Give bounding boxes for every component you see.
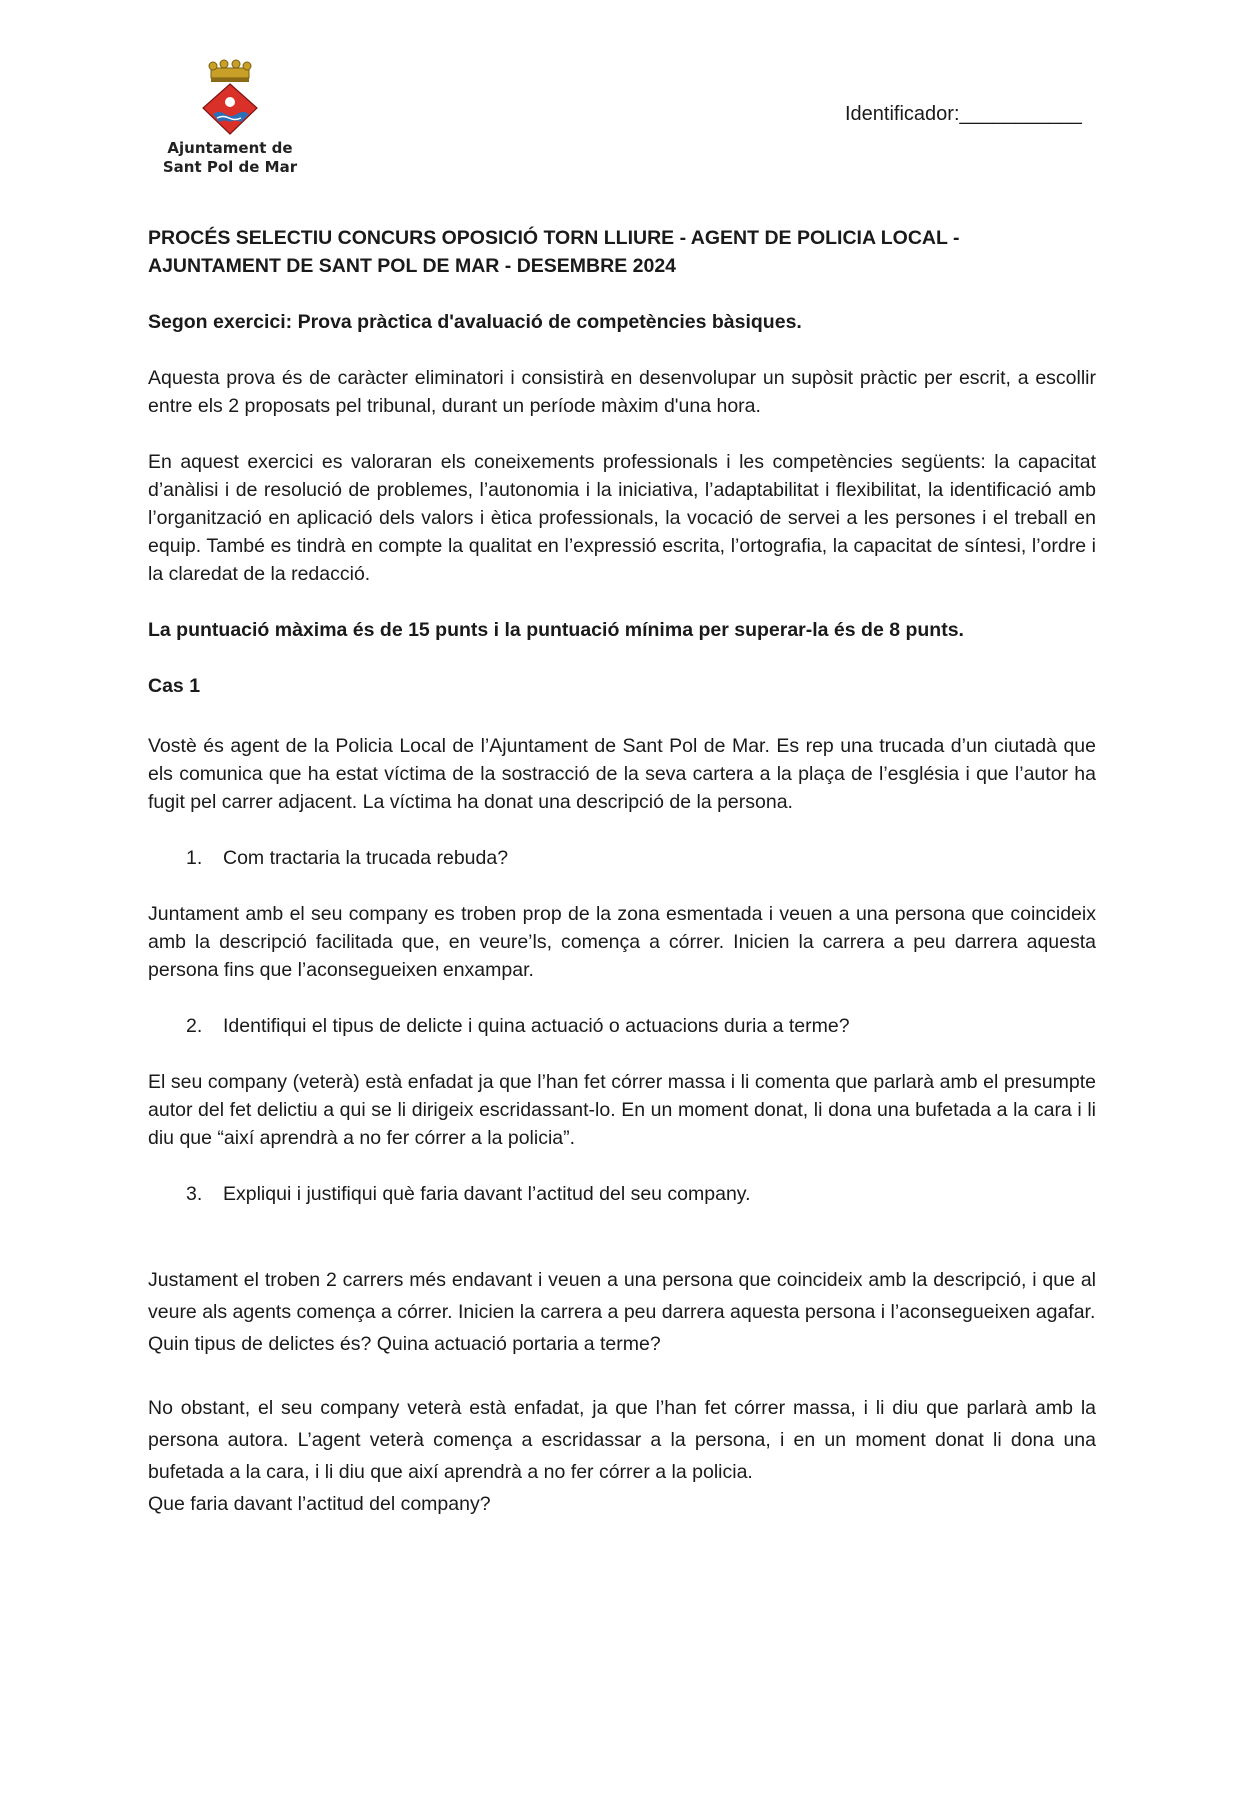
question-2-text: Identifiqui el tipus de delicte i quina actuació o actuacions duria a terme? bbox=[223, 1015, 850, 1037]
extra-question-2: Que faria davant l’actitud del company? bbox=[148, 1493, 491, 1515]
case-paragraph-3: El seu company (veterà) està enfadat ja que l’han fet córrer massa i li comenta que parlarà amb el presumpte autor del fet delictiu a qui se li dirigeix escridassant-lo. En un moment donat, li dona una bufetada a la cara i li diu que “així aprendrà a no fer córrer a la policia”. bbox=[148, 1071, 1096, 1149]
question-3-text: Expliqui i justifiqui què faria davant l’actitud del seu company. bbox=[223, 1183, 751, 1205]
question-2-number: 2. bbox=[186, 1015, 203, 1037]
question-3 bbox=[148, 1180, 1096, 1208]
identificador-field: Identificador:___________ bbox=[845, 103, 1082, 125]
municipal-logo bbox=[160, 58, 300, 178]
question-1-text: Com tractaria la trucada rebuda? bbox=[223, 847, 509, 869]
exercise-subtitle: Segon exercici: Prova pràctica d'avaluació de competències bàsiques. bbox=[148, 311, 802, 333]
score-paragraph: La puntuació màxima és de 15 punts i la puntuació mínima per superar-la és de 8 punts. bbox=[148, 619, 964, 641]
logo-text-line1: Ajuntament de bbox=[167, 139, 293, 157]
question-1 bbox=[148, 844, 1096, 872]
extra-paragraph-1: Justament el troben 2 carrers més endavant i veuen a una persona que coincideix amb la descripció, i que al veure als agents comença a córrer. Inicien la carrera a peu darrera aquesta persona i l’aconsegueixen agafar. bbox=[148, 1269, 1096, 1323]
case-paragraph-2: Juntament amb el seu company es troben prop de la zona esmentada i veuen a una persona que coincideix amb la descripció facilitada que, en veure’ls, comença a córrer. Inicien la carrera a peu darrera aquesta persona fins que l’aconsegueixen enxampar. bbox=[148, 903, 1096, 981]
document-body bbox=[148, 224, 1096, 1520]
document-title: PROCÉS SELECTIU CONCURS OPOSICIÓ TORN LLIURE - AGENT DE POLICIA LOCAL - AJUNTAMENT DE SANT POL DE MAR - DESEMBRE 2024 bbox=[148, 227, 960, 277]
question-2 bbox=[148, 1012, 1096, 1040]
case-heading: Cas 1 bbox=[148, 675, 201, 697]
criteria-paragraph: En aquest exercici es valoraran els coneixements professionals i les competències següents: la capacitat d’anàlisi i de resolució de problemes, l’autonomia i la iniciativa, l’adaptabilitat i flexibilitat, la identificació amb l’organització en aplicació dels valors i ètica professionals, la vocació de servei a les persones i el treball en equip. També es tindrà en compte la qualitat en l’expressió escrita, l’ortografia, la capacitat de síntesi, l’ordre i la claredat de la redacció. bbox=[148, 451, 1096, 585]
question-1-number: 1. bbox=[186, 847, 203, 869]
crest-icon bbox=[195, 58, 265, 138]
extra-paragraph-2: No obstant, el seu company veterà està enfadat, ja que l’han fet córrer massa, i li diu que parlarà amb la persona autora. L’agent veterà comença a escridassar a la persona, i en un moment donat li dona una bufetada a la cara, i li diu que així aprendrà a no fer córrer a la policia. bbox=[148, 1397, 1096, 1483]
logo-text-line2: Sant Pol de Mar bbox=[162, 158, 298, 176]
question-3-number: 3. bbox=[186, 1183, 203, 1205]
extra-question-1: Quin tipus de delictes és? Quina actuació portaria a terme? bbox=[148, 1333, 661, 1355]
intro-paragraph: Aquesta prova és de caràcter eliminatori i consistirà en desenvolupar un supòsit pràctic per escrit, a escollir entre els 2 proposats pel tribunal, durant un període màxim d'una hora. bbox=[148, 367, 1096, 417]
case-paragraph-1: Vostè és agent de la Policia Local de l’Ajuntament de Sant Pol de Mar. Es rep una trucada d’un ciutadà que els comunica que ha estat víctima de la sostracció de la seva cartera a la plaça de l’església i que l’autor ha fugit pel carrer adjacent. La víctima ha donat una descripció de la persona. bbox=[148, 735, 1096, 813]
